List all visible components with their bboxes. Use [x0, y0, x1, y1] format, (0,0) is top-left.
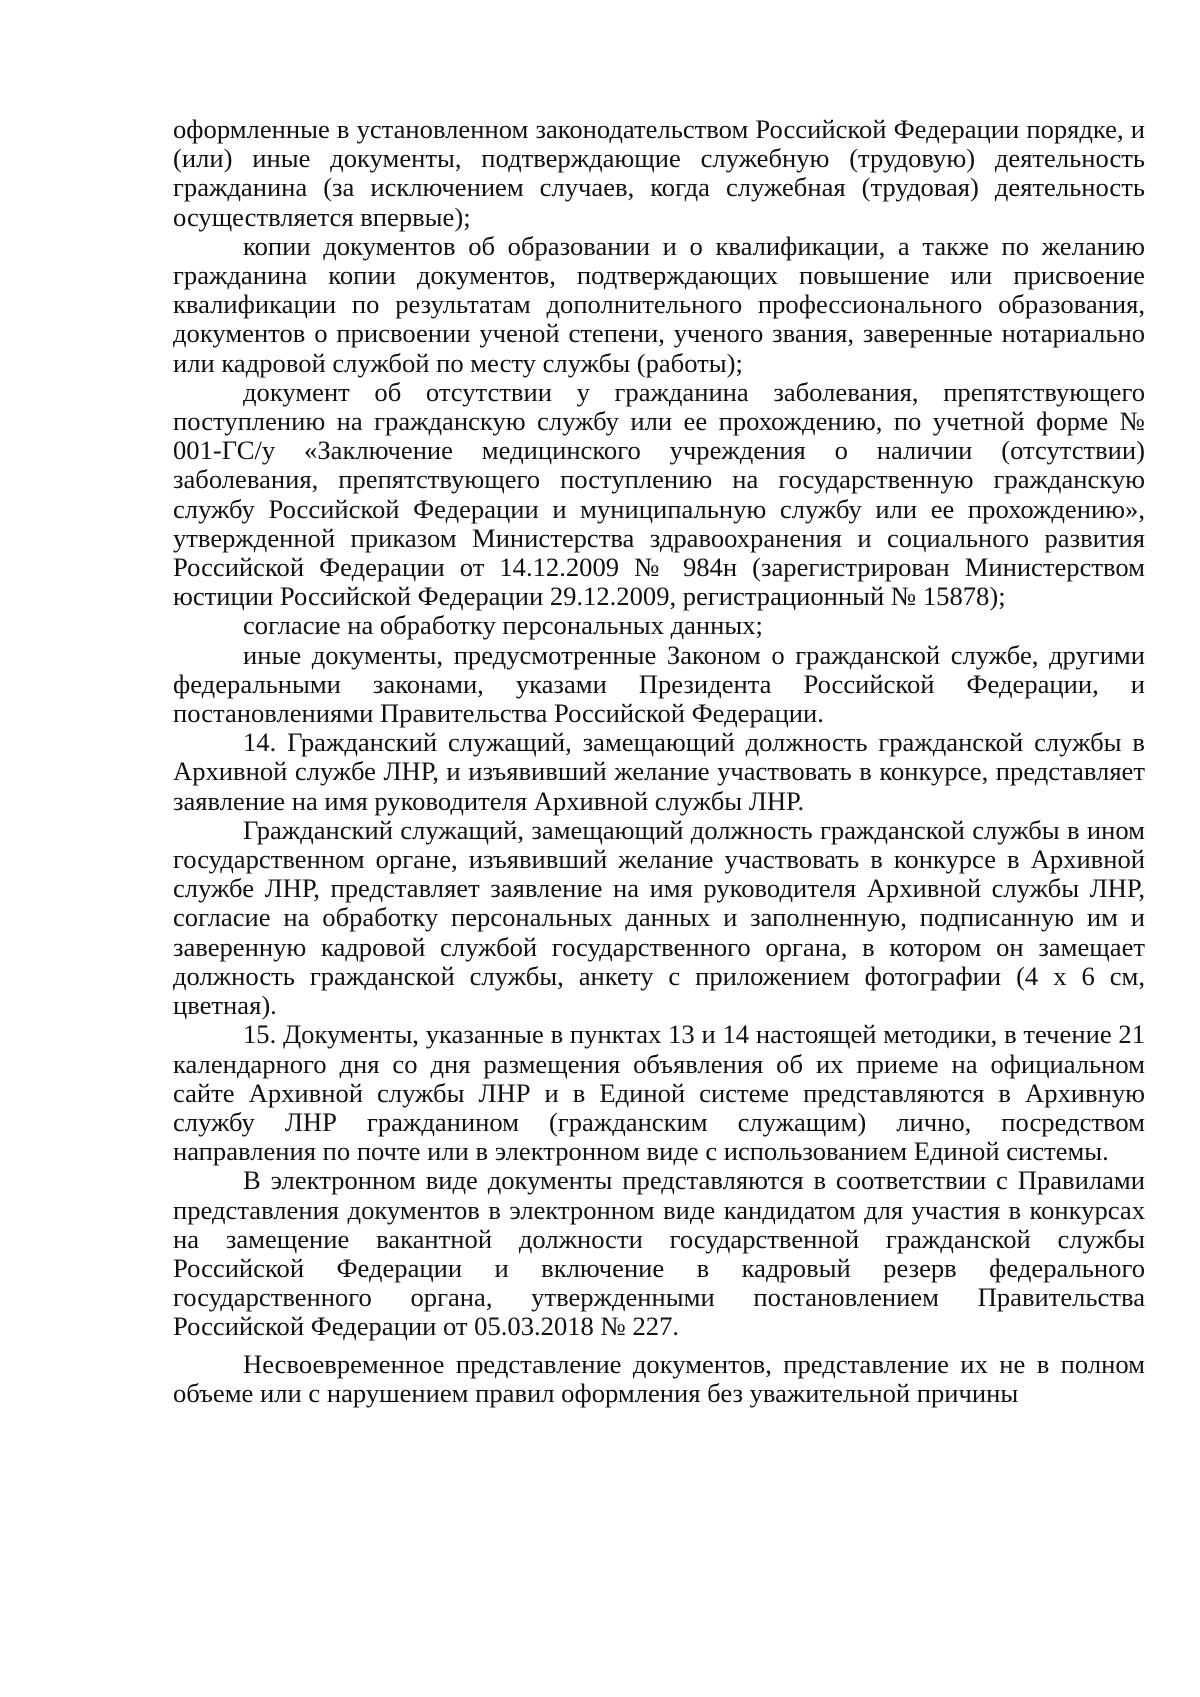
paragraph-late-submission: Несвоевременное представление документов, представление их не в полном объеме или с нарушением правил оформления без уважительной причины [173, 1348, 1145, 1408]
paragraph-electronic-submission: В электронном виде документы представляются в соответствии с Правилами представления документов в электронном виде кандидатом для участия в конкурсах на замещение вакантной должности государственной гражданской службы Российской Федерации и включение в кадровый резерв федерального государственного органа, утвержденными постановлением Правительства Российской Федерации от 05.03.2018 № 227. [173, 1165, 1145, 1342]
paragraph-item-14-other-organ: Гражданский служащий, замещающий должность гражданской службы в ином государственном органе, изъявивший желание участвовать в конкурсе в Архивной службе ЛНР, представляет заявление на имя руководителя Архивной службы ЛНР, согласие на обработку персональных данных и заполненную, подписанную им и заверенную кадровой службой государственного органа, в котором он замещает должность гражданской службы, анкету с приложением фотографии (4 х 6 см, цветная). [173, 814, 1145, 1021]
paragraph-medical-certificate: документ об отсутствии у гражданина заболевания, препятствующего поступлению на гражданскую службу или ее прохождению, по учетной форме № 001-ГС/у «Заключение медицинского учреждения о наличии (отсутствии) заболевания, препятствующего поступлению на государственную гражданскую службу Российской Федерации и муниципальную службу или ее прохождению», утвержденной приказом Министерства здравоохранения и социального развития Российской Федерации от 14.12.2009 № 984н (зарегистрирован Министерством юстиции Российской Федерации 29.12.2009, регистрационный № 15878); [173, 376, 1145, 612]
paragraph-item-15: 15. Документы, указанные в пунктах 13 и 14 настоящей методики, в течение 21 календарного дня со дня размещения объявления об их приеме на официальном сайте Архивной службы ЛНР и в Единой системе представляются в Архивную службу ЛНР гражданином (гражданским служащим) лично, посредством направления по почте или в электронном виде с использованием Единой системы. [173, 1019, 1145, 1167]
paragraph-other-documents: иные документы, предусмотренные Законом о гражданской службе, другими федеральными законами, указами Президента Российской Федерации, и постановлениями Правительства Российской Федерации. [173, 639, 1145, 729]
paragraph-consent: согласие на обработку персональных данных; [243, 610, 763, 641]
paragraph-education-copies: копии документов об образовании и о квалификации, а также по желанию гражданина копии документов, подтверждающих повышение или присвоение квалификации по результатам дополнительного профессионального образования, документов о присвоении ученой степени, ученого звания, заверенные нотариально или кадровой службой по месту службы (работы); [173, 230, 1145, 378]
paragraph-item-14: 14. Гражданский служащий, замещающий должность гражданской службы в Архивной службе ЛНР, и изъявивший желание участвовать в конкурсе, представляет заявление на имя руководителя Архивной службы ЛНР. [173, 727, 1145, 816]
document-body [173, 115, 1145, 1408]
paragraph-continuation: оформленные в установленном законодательством Российской Федерации порядке, и (или) иные документы, подтверждающие служебную (трудовую) деятельность гражданина (за исключением случаев, когда служебная (трудовая) деятельность осуществляется впервые); [173, 114, 1145, 232]
